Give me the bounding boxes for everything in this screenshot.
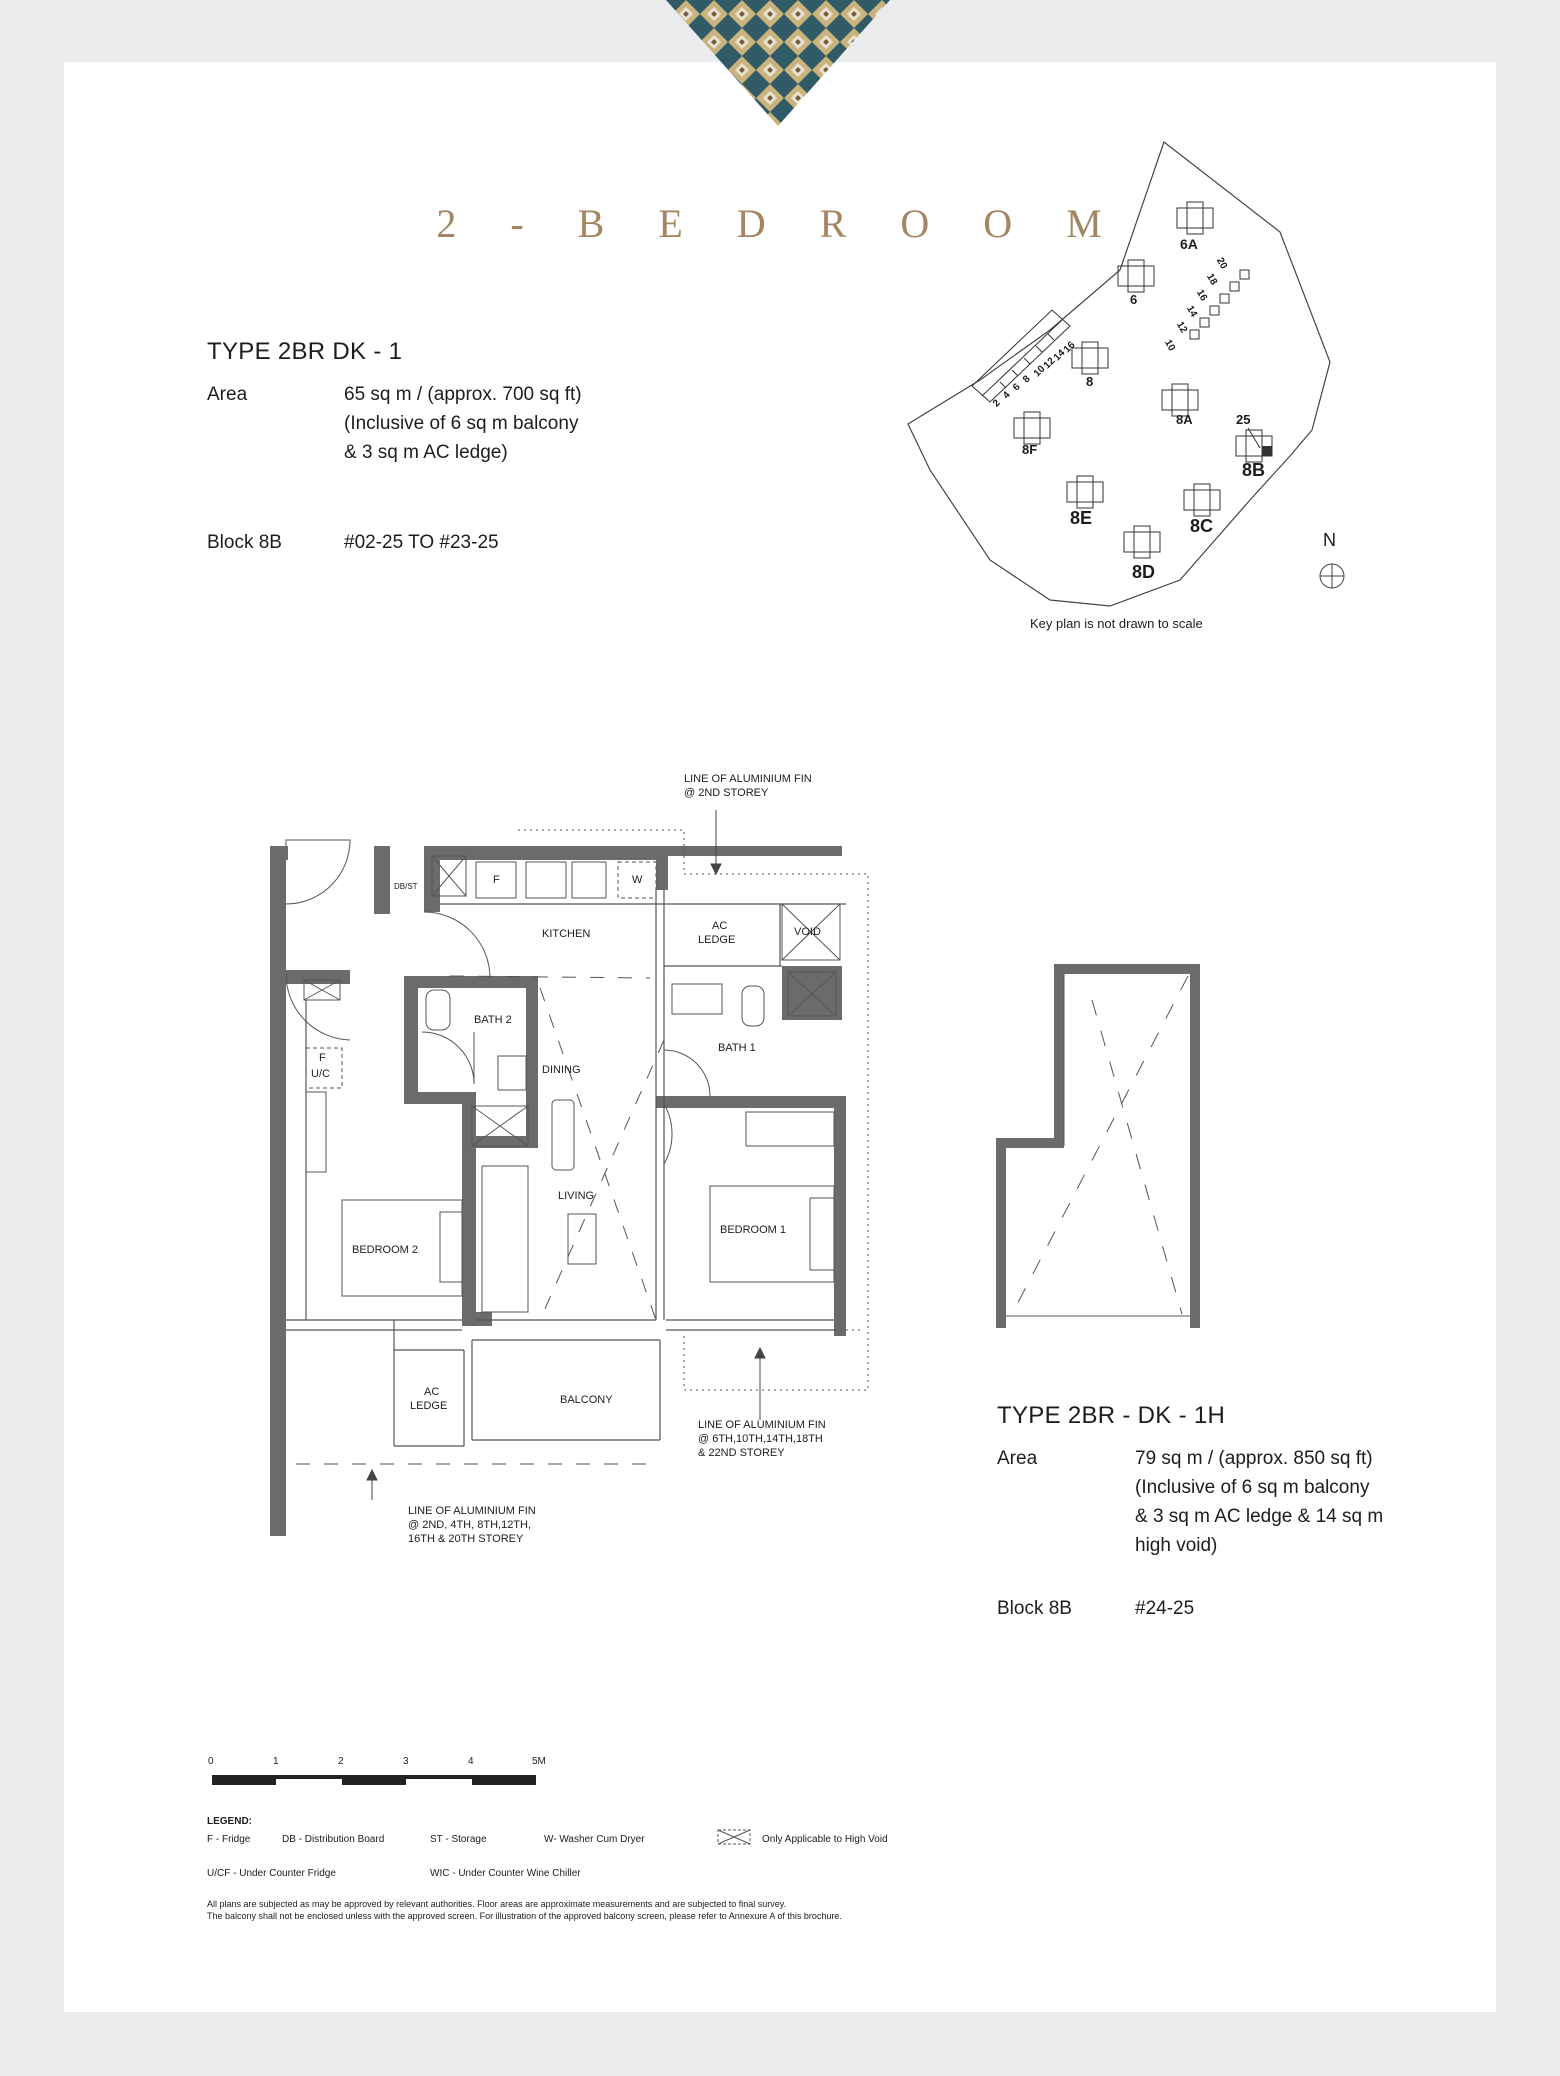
unit-numbers-h: #24-25 (1135, 1598, 1195, 1619)
room-label-dbst: DB/ST (394, 882, 418, 891)
unit-type-title-h: TYPE 2BR - DK - 1H (997, 1402, 1226, 1429)
room-label-bedroom1: BEDROOM 1 (720, 1224, 787, 1236)
scale-tick: 5M (532, 1756, 546, 1767)
terrace-number: 16 (1061, 339, 1078, 356)
area-line: (Inclusive of 6 sq m balcony (1135, 1477, 1370, 1498)
scale-tick: 4 (468, 1756, 474, 1767)
legend-title: LEGEND: (207, 1816, 252, 1827)
terrace-number: 4 (1000, 389, 1013, 402)
legend-item: W- Washer Cum Dryer (544, 1834, 645, 1845)
unit-numbers: #02-25 TO #23-25 (344, 532, 499, 553)
legend-item: ST - Storage (430, 1834, 487, 1845)
fuc-label: F (319, 1052, 326, 1064)
area-label-h: Area (997, 1448, 1038, 1469)
fin-line: & 22ND STOREY (698, 1447, 785, 1459)
washer-label: W (632, 874, 643, 886)
room-label-kitchen: KITCHEN (542, 928, 591, 940)
terrace-number: 12 (1041, 355, 1058, 372)
legend-item: WIC - Under Counter Wine Chiller (430, 1868, 581, 1879)
terrace-number: 2 (990, 397, 1003, 410)
terrace-number: 10 (1031, 363, 1048, 380)
block-label-8a: 8A (1176, 412, 1193, 427)
area-line: (Inclusive of 6 sq m balcony (344, 413, 579, 434)
legend-item: Only Applicable to High Void (762, 1834, 888, 1845)
unit-marker: 25 (1236, 412, 1251, 427)
fin-line: @ 6TH,10TH,14TH,18TH (698, 1433, 823, 1445)
fuc-label-2: U/C (311, 1068, 330, 1080)
fin-line: LINE OF ALUMINIUM FIN (684, 773, 812, 785)
block-label-8: 8 (1086, 374, 1094, 389)
stack-number: 10 (1162, 337, 1178, 354)
unit-type-title: TYPE 2BR DK - 1 (207, 338, 403, 365)
room-label-bath2: BATH 2 (474, 1014, 512, 1026)
room-label-bedroom2: BEDROOM 2 (352, 1244, 419, 1256)
area-line: high void) (1135, 1535, 1218, 1556)
stack-number: 16 (1194, 287, 1210, 304)
room-label-living: LIVING (558, 1190, 595, 1202)
room-label-ac-ledge-bottom-2: LEDGE (410, 1400, 448, 1412)
key-plan-note: Key plan is not drawn to scale (1030, 616, 1203, 631)
legend-item: U/CF - Under Counter Fridge (207, 1868, 336, 1879)
scale-tick: 2 (338, 1756, 344, 1767)
room-label-void: VOID (794, 926, 821, 938)
fin-line: LINE OF ALUMINIUM FIN (408, 1505, 536, 1517)
fin-line: @ 2ND STOREY (684, 787, 769, 799)
room-label-ac-ledge: AC (712, 920, 728, 932)
disclaimer-line: All plans are subjected as may be approved by relevant authorities. Floor areas are approximate measurements and are subjected to final survey. (207, 1899, 787, 1909)
disclaimer-line: The balcony shall not be enclosed unless with the approved screen. For illustration of the approved balcony screen, please refer to Annexure A of this brochure. (207, 1911, 842, 1921)
block-label-8e: 8E (1070, 508, 1093, 528)
block-label-h: Block 8B (997, 1598, 1072, 1619)
disclaimer (207, 1898, 842, 1922)
room-label-dining: DINING (542, 1064, 581, 1076)
block-label-8b: 8B (1242, 460, 1266, 480)
scale-tick: 0 (208, 1756, 214, 1767)
terrace-number: 6 (1010, 381, 1023, 394)
stack-number: 20 (1214, 255, 1230, 272)
fridge-label: F (493, 874, 500, 886)
block-label: Block 8B (207, 532, 282, 553)
area-line: & 3 sq m AC ledge) (344, 442, 508, 463)
stack-number: 12 (1174, 319, 1190, 336)
block-label-6a: 6A (1180, 236, 1198, 252)
area-label: Area (207, 384, 248, 405)
stack-number: 18 (1204, 271, 1220, 288)
fin-line: LINE OF ALUMINIUM FIN (698, 1419, 826, 1431)
page-heading: 2 - B E D R O O M (436, 201, 1124, 246)
block-label-8d: 8D (1132, 562, 1156, 582)
fin-line: @ 2ND, 4TH, 8TH,12TH, (408, 1519, 532, 1531)
block-label-6: 6 (1130, 292, 1138, 307)
room-label-bath1: BATH 1 (718, 1042, 756, 1054)
room-label-ac-ledge-2: LEDGE (698, 934, 736, 946)
block-label-8c: 8C (1190, 516, 1214, 536)
area-line: 65 sq m / (approx. 700 sq ft) (344, 384, 582, 405)
legend-item: DB - Distribution Board (282, 1834, 385, 1845)
terrace-number: 8 (1020, 373, 1033, 386)
scale-tick: 1 (273, 1756, 279, 1767)
fin-line: 16TH & 20TH STOREY (408, 1533, 524, 1545)
area-line: 79 sq m / (approx. 850 sq ft) (1135, 1448, 1373, 1469)
room-label-ac-ledge-bottom: AC (424, 1386, 440, 1398)
stack-number: 14 (1184, 303, 1200, 320)
area-line: & 3 sq m AC ledge & 14 sq m (1135, 1506, 1384, 1527)
scale-tick: 3 (403, 1756, 409, 1767)
room-label-balcony: BALCONY (560, 1394, 613, 1406)
terrace-number: 14 (1051, 347, 1068, 364)
block-label-8f: 8F (1022, 442, 1038, 457)
legend-item: F - Fridge (207, 1834, 251, 1845)
north-label: N (1323, 530, 1336, 550)
